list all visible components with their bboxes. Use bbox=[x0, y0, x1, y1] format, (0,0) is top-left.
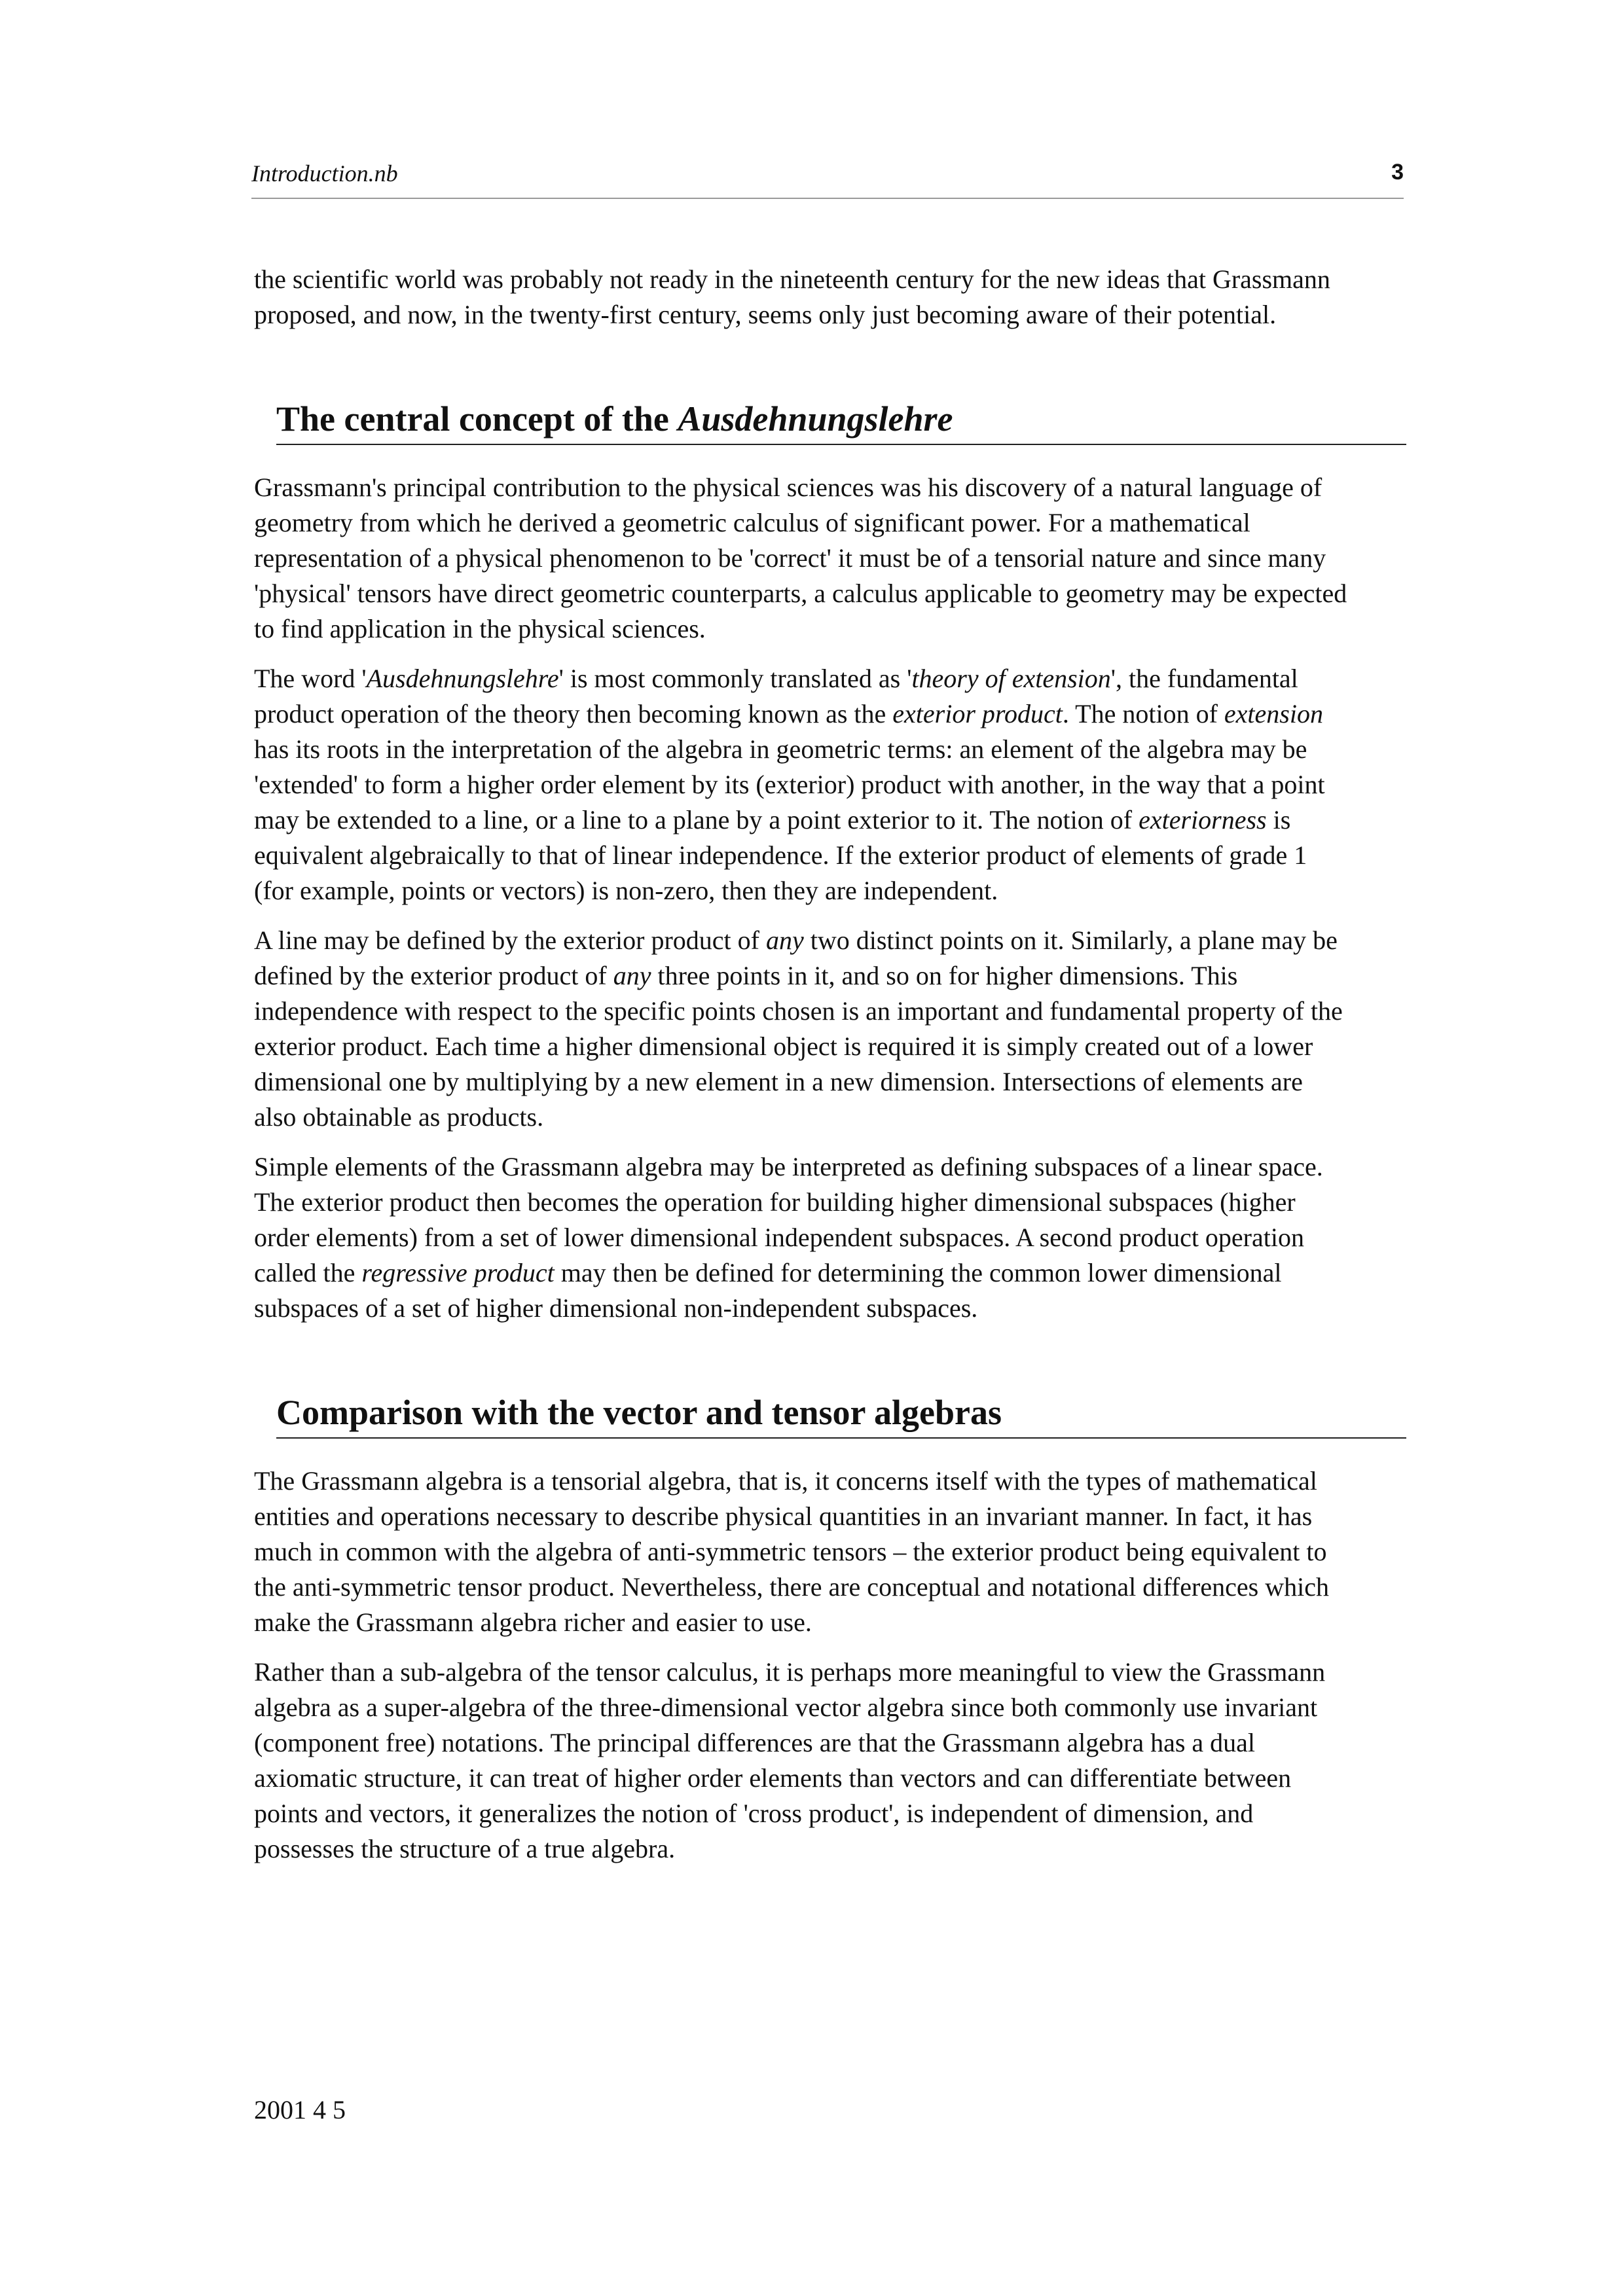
section-heading-central-concept bbox=[276, 398, 1406, 445]
italic-term: any bbox=[613, 961, 651, 990]
text-run: A line may be defined by the exterior product of bbox=[254, 925, 766, 955]
text-run: has its roots in the interpretation of the algebra in geometric terms: an element of the algebra may be 'extended' to form a higher order element by its (exterior) product with another, in the way that a point may be extended to a line, or a line to a plane by a point exterior to it. The notion of bbox=[254, 734, 1325, 834]
footer-date: 2001 4 5 bbox=[254, 2095, 346, 2125]
italic-term: any bbox=[765, 925, 804, 955]
text-run: ' is most commonly translated as ' bbox=[558, 664, 912, 693]
italic-term: extension bbox=[1224, 699, 1323, 728]
central-concept-paragraph-1: Grassmann's principal contribution to the physical sciences was his discovery of a natural language of geometry from which he derived a geometric calculus of significant power. For a mathematical representation of a physical phenomenon to be 'correct' it must be of a tensorial nature and since many 'physical' tensors have direct geometric counterparts, a calculus applicable to geometry may be expected to find application in the physical sciences. bbox=[254, 473, 1347, 643]
text-run: Simple elements of the Grassmann algebra may be interpreted as defining subspaces of a linear space. The exterior product then becomes the operation for building higher dimensional subspaces (higher order elements) from a set of lower dimensional independent subspaces. A second product operation called the bbox=[254, 1152, 1323, 1287]
intro-paragraph: the scientific world was probably not ready in the nineteenth century for the new ideas that Grassmann proposed, and now, in the twenty-first century, seems only just becoming aware of their potential. bbox=[254, 264, 1330, 329]
italic-term: regressive product bbox=[361, 1258, 555, 1287]
text-run: The word ' bbox=[254, 664, 367, 693]
text-run: two distinct points on it. Similarly, a plane may be defined by the exterior product of bbox=[254, 925, 1338, 990]
document-body bbox=[254, 262, 1406, 1881]
comparison-paragraph-2: Rather than a sub-algebra of the tensor calculus, it is perhaps more meaningful to view the Grassmann algebra as a super-algebra of the three-dimensional vector algebra since both commonly use invariant (component free) notations. The principal differences are that the Grassmann algebra has a dual axiomatic structure, it can treat of higher order elements than vectors and can differentiate between points and vectors, it generalizes the notion of 'cross product', is independent of dimension, and possesses the structure of a true algebra. bbox=[254, 1657, 1326, 1863]
heading-text: The central concept of the bbox=[276, 399, 678, 439]
italic-term: exteriorness bbox=[1139, 805, 1267, 834]
text-run: three points in it, and so on for higher dimensions. This independence with respect to the specific points chosen is an important and fundamental property of the exterior product. Each time a higher dimensional object is required it is simply created out of a lower dimensional one by multiplying by a new element in a new dimension. Intersections of elements are also obtainable as products. bbox=[254, 961, 1343, 1132]
text-run: may then be defined for determining the common lower dimensional subspaces of a set of higher dimensional non-independent subspaces. bbox=[254, 1258, 1282, 1323]
section-heading-comparison: Comparison with the vector and tensor algebras bbox=[276, 1391, 1406, 1439]
italic-term: exterior product bbox=[892, 699, 1063, 728]
heading-italic-text: Ausdehnungslehre bbox=[678, 399, 953, 439]
text-run: ', the fundamental product operation of the theory then becoming known as the bbox=[254, 664, 1298, 728]
notebook-title: Introduction.nb bbox=[251, 160, 398, 187]
text-run: is equivalent algebraically to that of linear independence. If the exterior product of elements of grade 1 (for example, points or vectors) is non-zero, then they are independent. bbox=[254, 805, 1307, 905]
page-number: 3 bbox=[1391, 160, 1404, 185]
text-run: . The notion of bbox=[1062, 699, 1224, 728]
italic-term: theory of extension bbox=[911, 664, 1111, 693]
central-concept-paragraph-2 bbox=[254, 661, 1406, 908]
comparison-paragraph-1: The Grassmann algebra is a tensorial algebra, that is, it concerns itself with the types of mathematical entities and operations necessary to describe physical quantities in an invariant manner. In fact, it has much in common with the algebra of anti-symmetric tensors – the exterior product being equivalent to the anti-symmetric tensor product. Nevertheless, there are conceptual and notational differences which make the Grassmann algebra richer and easier to use. bbox=[254, 1466, 1329, 1637]
central-concept-paragraph-3 bbox=[254, 923, 1406, 1135]
italic-term: Ausdehnungslehre bbox=[366, 664, 559, 693]
page-header bbox=[251, 157, 1404, 199]
central-concept-paragraph-4 bbox=[254, 1149, 1406, 1326]
